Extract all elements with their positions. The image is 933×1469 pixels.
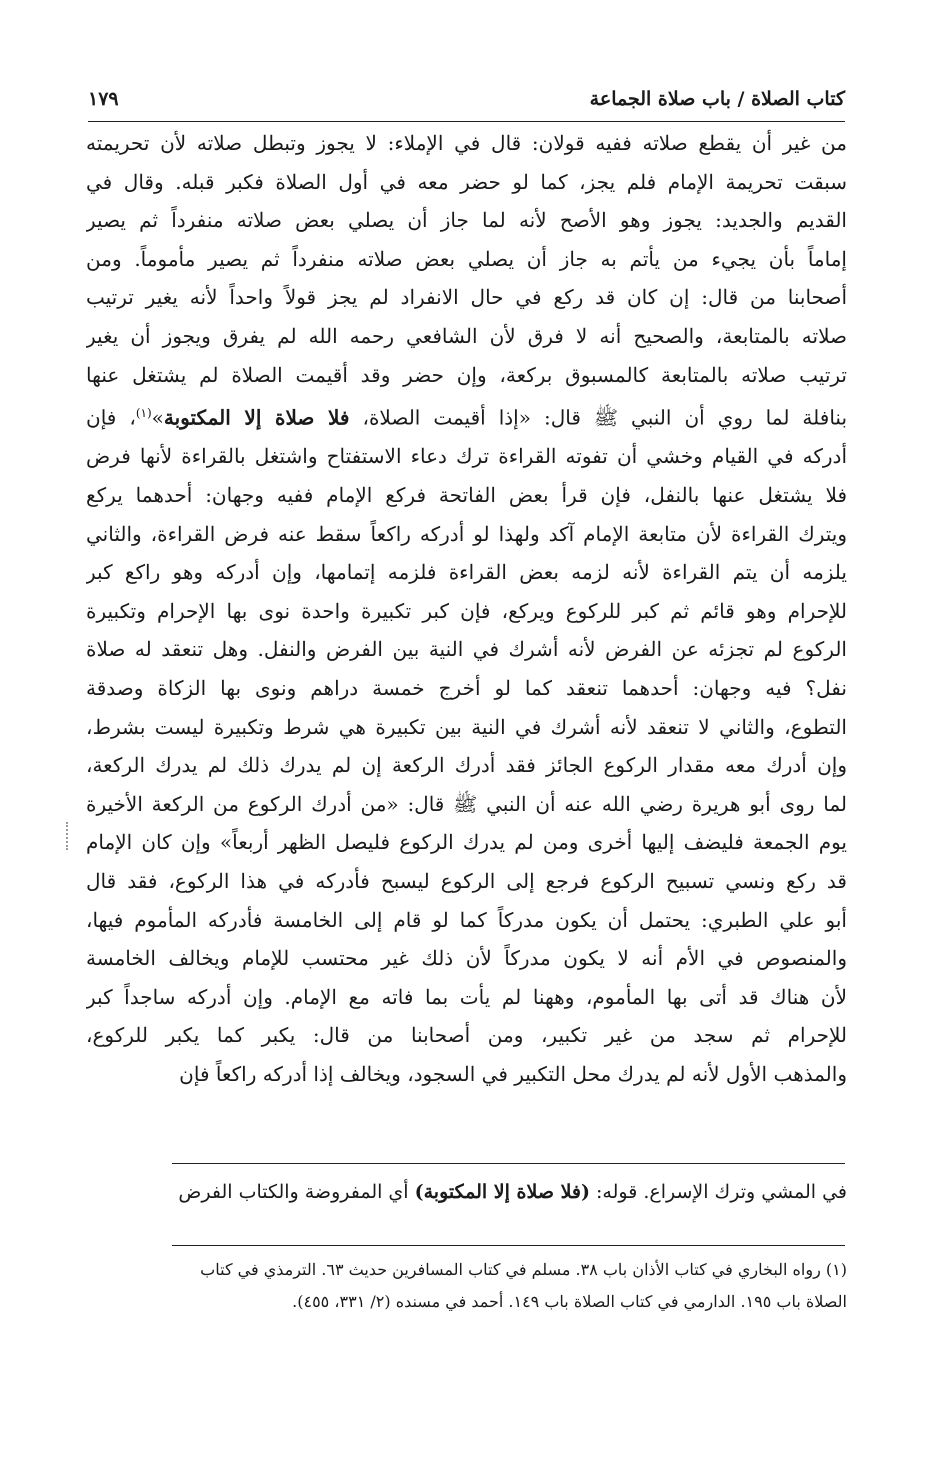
text-line: فلا يشتغل عنها بالنفل، فإن قرأ بعض الفاتحة فركع الإمام ففيه وجهان: أحدهما يركع [86,483,847,507]
footnote-ref[interactable]: (١) [135,406,152,421]
commentary-after: أي المفروضة والكتاب الفرض [178,1181,415,1203]
text-line: سبقت تحريمة الإمام فلم يجز، كما لو حضر معه في أول الصلاة فكبر قبله. وقال في [86,169,847,194]
text-line: صلاته بالمتابعة، والصحيح أنه لا فرق لأن الشافعي رحمه الله لم يفرق ويجوز أن يغير [86,323,847,348]
hadith-intro: بنافلة لما روي أن النبي ﷺ قال: «إذا أقيمت الصلاة، [349,405,847,430]
header-rule [88,121,845,122]
commentary-before: في المشي وترك الإسراع. قوله: [589,1181,847,1203]
margin-mark [66,822,70,850]
commentary-quote: (فلا صلاة إلا المكتوبة) [414,1181,590,1203]
page-number: ١٧٩ [88,88,119,110]
commentary-text [86,1174,847,1210]
text-line: ويترك القراءة لأن متابعة الإمام آكد ولهذا لو أدركه راكعاً سقط عنه فرض القراءة، والثاني [86,521,847,546]
text-line: لأن هناك قد أتى بها المأموم، وههنا لم يأت بما فاته مع الإمام. وإن أدركه ساجداً كبر [86,984,847,1009]
text-line: إماماً بأن يجيء من يأتم به جاز أن يصلي بعض صلاته منفرداً ثم يصير مأموماً. ومن [86,246,847,271]
text-line: أدركه في القيام وخشي أن تفوته القراءة ترك دعاء الاستفتاح واشتغل بالقراءة لأنها فرض [86,444,847,469]
text-line: الركوع لم تجزئه عن الفرض لأنه أشرك في النية بين الفرض والنفل. وهل تنعقد له صلاة [86,637,847,662]
text-line: للإحرام وهو قائم ثم كبر للركوع ويركع، فإن كبر تكبيرة واحدة نوى بها الإحرام وتكبيرة [86,598,847,623]
text-line-with-hadith [86,394,847,437]
running-header [88,86,845,118]
text-line: أبو علي الطبري: يحتمل أن يكون مدركاً كما لو قام إلى الخامسة فأدركه المأموم فيها، [86,907,847,932]
running-title: كتاب الصلاة / باب صلاة الجماعة [589,88,845,110]
hadith-close: » [151,405,164,430]
text-line: أصحابنا من قال: إن كان قد ركع في حال الانفراد لم يجز قولاً واحداً لأنه يغير ترتيب [86,285,847,310]
text-line: يلزمه أن يتم القراءة لأنه لزمه بعض القراءة فلزمه إتمامها، وإن أدركه وهو راكع كبر [86,560,847,585]
text-line: قد ركع ونسي تسبيح الركوع فرجع إلى الركوع ليسبح فأدركه في هذا الركوع، فقد قال [86,868,847,893]
footnote [86,1254,847,1318]
text-line: وإن أدرك معه مقدار الركوع الجائز فقد أدرك الركعة إن لم يدرك ذلك لم يدرك الركعة، [86,753,847,778]
hadith-tail: ، فإن [86,405,136,430]
text-line: القديم والجديد: يجوز وهو الأصح لأنه لما جاز أن يصلي بعض صلاته منفرداً ثم يصير [86,208,847,233]
text-line: للإحرام ثم سجد من غير تكبير، ومن أصحابنا من قال: يكبر كما يكبر للركوع، [86,1023,847,1048]
text-line: والمنصوص في الأم أنه لا يكون مدركاً لأن ذلك غير محتسب للإمام ويخالف الخامسة [86,946,847,971]
text-line: والمذهب الأول لأنه لم يدرك محل التكبير في السجود، ويخالف إذا أدركه راكعاً فإن [179,1061,847,1086]
footnote-line: (١) رواه البخاري في كتاب الأذان باب ٣٨. مسلم في كتاب المسافرين حديث ٦٣. الترمذي في كتاب [200,1260,847,1279]
text-line: يوم الجمعة فليضف إليها أخرى ومن لم يدرك الركوع فليصل الظهر أربعاً» وإن كان الإمام [86,830,847,855]
footnote-rule [172,1245,845,1246]
text-line: التطوع، والثاني لا تنعقد لأنه أشرك في النية بين تكبيرة هي شرط وتكبيرة ليست بشرط، [86,714,847,739]
hadith-bold: فلا صلاة إلا المكتوبة [163,405,350,430]
text-line: ترتيب صلاته بالمتابعة كالمسبوق بركعة، وإن حضر وقد أقيمت الصلاة لم يشتغل عنها [86,362,847,387]
main-text [86,124,847,1094]
text-line: نفل؟ فيه وجهان: أحدهما تنعقد كما لو أخرج خمسة دراهم ونوى بها الزكاة وصدقة [86,675,847,700]
commentary-rule [172,1163,845,1164]
text-line: من غير أن يقطع صلاته ففيه قولان: قال في الإملاء: لا يجوز وتبطل صلاته لأن تحريمته [86,131,847,155]
text-line: لما روى أبو هريرة رضي الله عنه أن النبي ﷺ قال: «من أدرك الركوع من الركعة الأخيرة [86,791,847,816]
footnote-line: الصلاة باب ١٩٥. الدارمي في كتاب الصلاة باب ١٤٩. أحمد في مسنده (٢/ ٣٣١، ٤٥٥). [292,1292,847,1311]
